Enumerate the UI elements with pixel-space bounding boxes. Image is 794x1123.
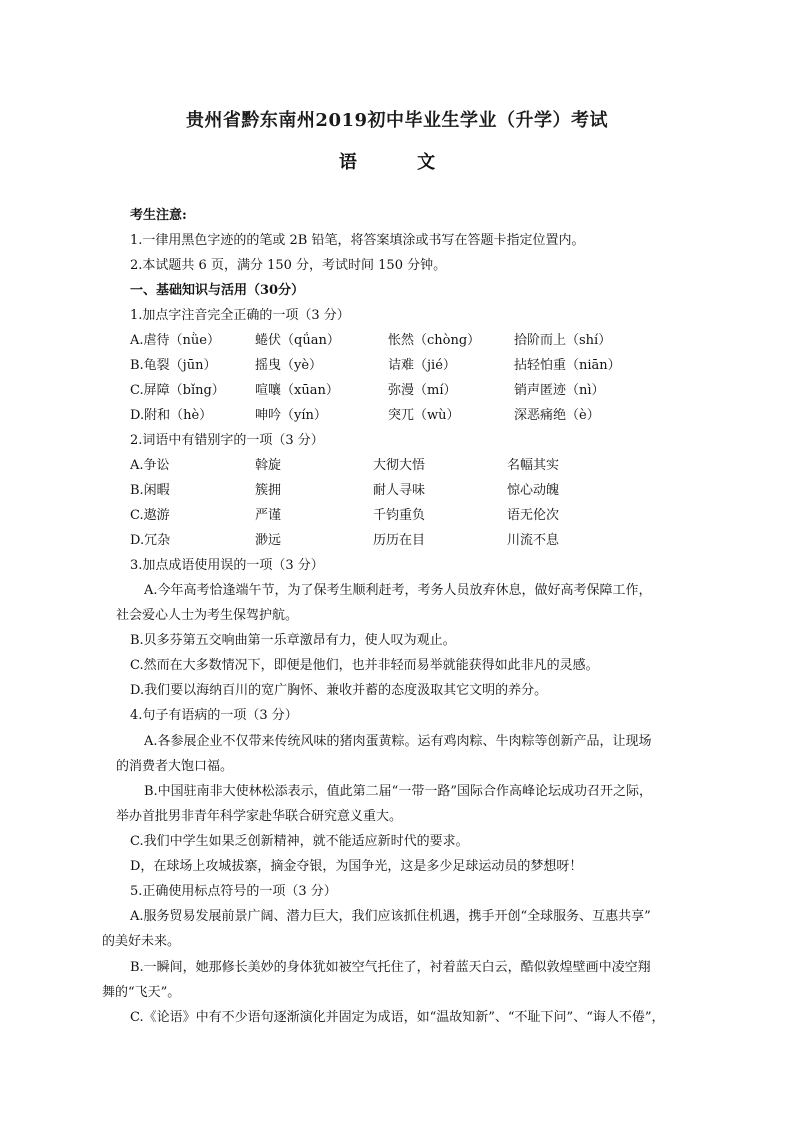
question-line: 的美好未来。 — [102, 934, 181, 949]
option-cell: 名幅其实 — [507, 458, 560, 473]
question-line: A.今年高考恰逢端午节，为了保考生顺利赶考，考务人员放弃休息，做好高考保障工作， — [144, 583, 652, 598]
question-line: 社会爱心人士为考生保驾护航。 — [116, 608, 299, 623]
option-cell: A.虐待（nǜe） — [130, 333, 220, 348]
option-cell: 突兀（wù） — [388, 408, 460, 423]
notice-item: 1.一律用黑色字迹的的笔或 2B 铅笔，将答案填涂或书写在答题卡指定位置内。 — [130, 233, 585, 248]
question-line: B.一瞬间，她那修长美妙的身体犹如被空气托住了，衬着蓝天白云，酷似敦煌壁画中凌空翔 — [130, 960, 651, 975]
question-stem: 4.句子有语病的一项（3 分） — [130, 708, 298, 723]
notice-heading: 考生注意: — [130, 208, 187, 223]
question-stem: 3.加点成语使用误的一项（3 分） — [130, 558, 324, 573]
option-cell: 惊心动魄 — [507, 483, 560, 498]
option-cell: 呻吟（yín） — [255, 408, 327, 423]
option-cell: 历历在目 — [373, 533, 426, 548]
section-heading: 一、基础知识与活用（30分） — [130, 283, 305, 298]
option-cell: 诘难（jié） — [388, 358, 456, 373]
question-line: 举办首批男非青年科学家赴华联合研究意义重大。 — [116, 809, 403, 824]
question-line: A.各参展企业不仅带来传统风味的猪肉蛋黄粽。运有鸡肉粽、牛肉粽等创新产品，让现场 — [144, 734, 652, 749]
option-cell: D.附和（hè） — [130, 408, 213, 423]
notice-item: 2.本试题共 6 页，满分 150 分，考试时间 150 分钟。 — [130, 258, 447, 273]
question-line: C.《论语》中有不少语句逐渐演化并固定为成语，如“温故知新”、“不耻下问”、“诲人不倦”， — [130, 1010, 665, 1025]
question-line: 舞的“飞天”。 — [102, 985, 181, 1000]
option-cell: A.争讼 — [130, 458, 170, 473]
option-cell: 深恶痛绝（è） — [514, 408, 600, 423]
question-line: D.我们要以海纳百川的宽广胸怀、兼收并蓄的态度汲取其它文明的养分。 — [130, 683, 548, 698]
subject-title: 语 文 — [338, 152, 456, 173]
question-line: D，在球场上攻城拔寨，摘金夺银，为国争光，这是多少足球运动员的梦想呀！ — [130, 859, 583, 874]
option-cell: C.遨游 — [130, 508, 170, 523]
option-cell: 川流不息 — [507, 533, 560, 548]
option-cell: B.龟裂（jūn） — [130, 358, 217, 373]
option-cell: 怅然（chòng） — [388, 333, 481, 348]
option-cell: 语无伦次 — [507, 508, 560, 523]
option-cell: D.冗杂 — [130, 533, 171, 548]
option-cell: 蜷伏（qǘan） — [255, 333, 340, 348]
option-cell: 销声匿迹（nì） — [514, 383, 605, 398]
option-cell: 簇拥 — [255, 483, 282, 498]
option-cell: 摇曳（yè） — [255, 358, 323, 373]
option-cell: 弥漫（mí） — [388, 383, 457, 398]
option-cell: B.闲暇 — [130, 483, 170, 498]
option-cell: 渺远 — [255, 533, 282, 548]
option-cell: 大彻大悟 — [373, 458, 426, 473]
question-stem: 1.加点字注音完全正确的一项（3 分） — [130, 308, 350, 323]
question-line: C.我们中学生如果乏创新精神，就不能适应新时代的要求。 — [130, 834, 469, 849]
option-cell: C.屏障（bǐng） — [130, 383, 225, 398]
question-stem: 2.词语中有错别字的一项（3 分） — [130, 433, 324, 448]
question-line: B.贝多芬第五交响曲第一乐章激昂有力，使人叹为观止。 — [130, 633, 456, 648]
question-line: C.然而在大多数情况下，即便是他们，也并非轻而易举就能获得如此非凡的灵感。 — [130, 658, 599, 673]
question-line: B.中国驻南非大使林松添表示，值此第二届“一带一路”国际合作高峰论坛成功召开之际， — [144, 784, 652, 799]
option-cell: 千钧重负 — [373, 508, 426, 523]
option-cell: 拾阶而上（shí） — [514, 333, 612, 348]
exam-title: 贵州省黔东南州2019初中毕业生学业（升学）考试 — [185, 110, 609, 131]
question-stem: 5.正确使用标点符号的一项（3 分） — [130, 884, 337, 899]
option-cell: 斡旋 — [255, 458, 282, 473]
option-cell: 严谨 — [255, 508, 282, 523]
question-line: 的消费者大饱口福。 — [116, 759, 234, 774]
option-cell: 喧嚷（xūan） — [255, 383, 339, 398]
option-cell: 拈轻怕重（niān） — [514, 358, 621, 373]
question-line: A.服务贸易发展前景广阔、潜力巨大，我们应该抓住机遇，携手开创“全球服务、互惠共享” — [130, 909, 651, 924]
option-cell: 耐人寻味 — [373, 483, 426, 498]
